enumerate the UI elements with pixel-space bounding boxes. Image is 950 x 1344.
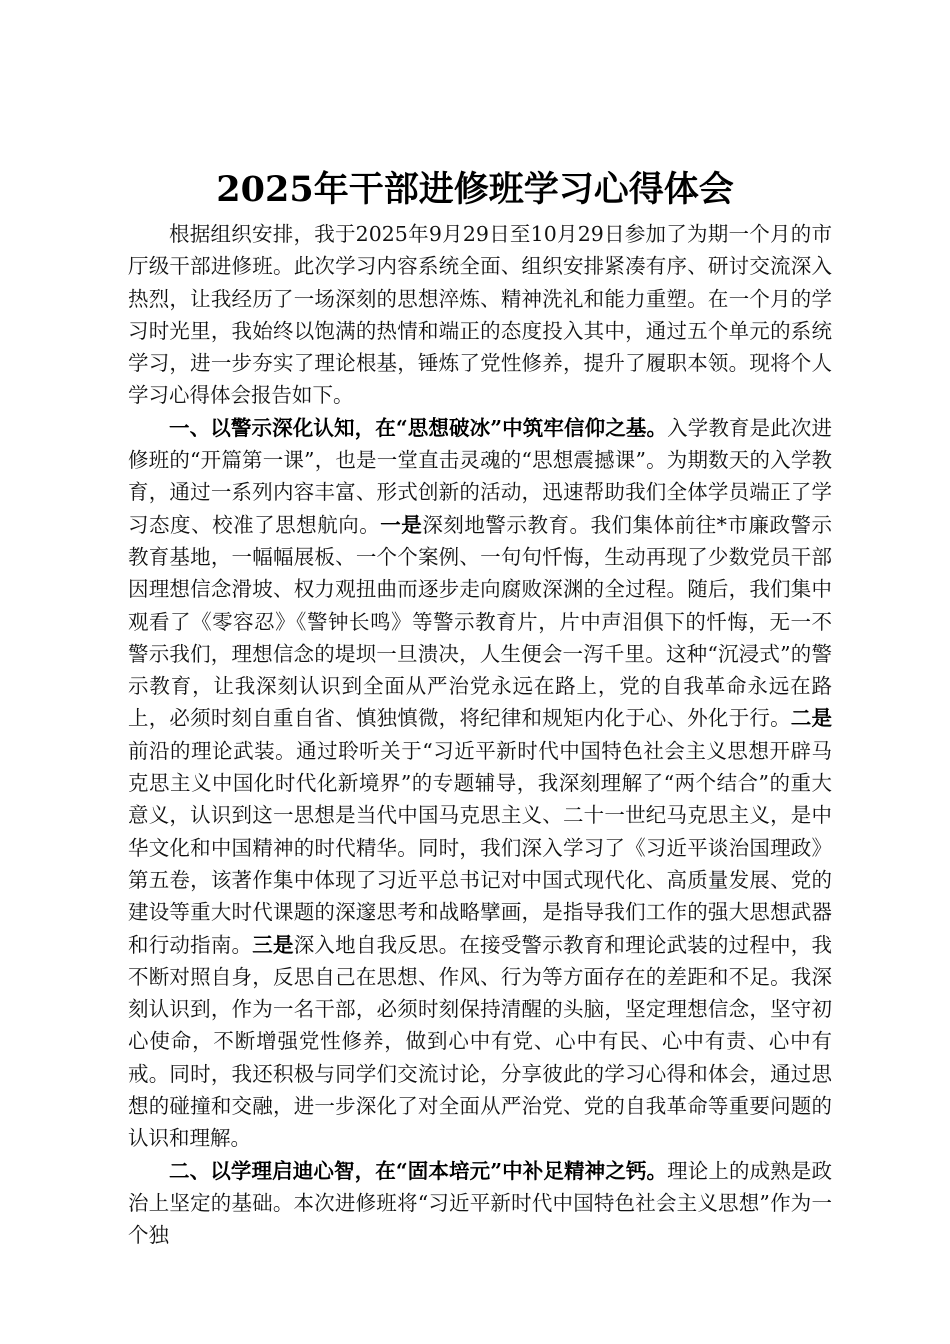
point-two-marker: 二是 [790, 706, 833, 731]
point-three-marker: 三是 [252, 932, 294, 957]
document-body [128, 218, 832, 1252]
paragraph-section-one [128, 412, 832, 1155]
section-one-heading: 一、以警示深化认知，在“思想破冰”中筑牢信仰之基。 [169, 415, 668, 440]
paragraph-intro [128, 218, 832, 412]
paragraph-section-two [128, 1155, 832, 1252]
paragraph-text: 根据组织安排，我于2025年9月29日至10月29日参加了为期一个月的市厅级干部进修班。此次学习内容系统全面、组织安排紧凑有序、研讨交流深入热烈，让我经历了一场深刻的思想淬炼、精神洗礼和能力重塑。在一个月的学习时光里，我始终以饱满的热情和端正的态度投入其中，通过五个单元的系统学习，进一步夯实了理论根基，锤炼了党性修养，提升了履职本领。现将个人学习心得体会报告如下。 [128, 222, 832, 408]
paragraph-text: 前沿的理论武装。通过聆听关于“习近平新时代中国特色社会主义思想开辟马克思主义中国化时代化新境界”的专题辅导，我深刻理解了“两个结合”的重大意义，认识到这一思想是当代中国马克思主义、二十一世纪马克思主义，是中华文化和中国精神的时代精华。同时，我们深入学习了《习近平谈治国理政》第五卷，该著作集中体现了习近平总书记对中国式现代化、高质量发展、党的建设等重大时代课题的深邃思考和战略擘画，是指导我们工作的强大思想武器和行动指南。 [128, 738, 832, 957]
paragraph-text: 理论上的成熟是政治上坚定的基础。本次进修班将“习近平新时代中国特色社会主义思想”作为一个独 [128, 1158, 832, 1248]
paragraph-text: 深刻地警示教育。我们集体前往*市廉政警示教育基地，一幅幅展板、一个个案例、一句句忏悔，生动再现了少数党员干部因理想信念滑坡、权力观扭曲而逐步走向腐败深渊的全过程。随后，我们集中观看了《零容忍》《警钟长鸣》等警示教育片，片中声泪俱下的忏悔，无一不警示我们，理想信念的堤坝一旦溃决，人生便会一泻千里。这种“沉浸式”的警示教育，让我深刻认识到全面从严治党永远在路上，党的自我革命永远在路上，必须时刻自重自省、慎独慎微，将纪律和规矩内化于心、外化于行。 [128, 512, 833, 731]
paragraph-text: 深入地自我反思。在接受警示教育和理论武装的过程中，我不断对照自身，反思自己在思想、作风、行为等方面存在的差距和不足。我深刻认识到，作为一名干部，必须时刻保持清醒的头脑，坚定理想信念，坚守初心使命，不断增强党性修养，做到心中有党、心中有民、心中有责、心中有戒。同时，我还积极与同学们交流讨论，分享彼此的学习心得和体会，通过思想的碰撞和交融，进一步深化了对全面从严治党、党的自我革命等重要问题的认识和理解。 [128, 932, 833, 1151]
paragraph-text: 入学教育是此次进修班的“开篇第一课”，也是一堂直击灵魂的“思想震撼课”。为期数天的入学教育，通过一系列内容丰富、形式创新的活动，迅速帮助我们全体学员端正了学习态度、校准了思想航向。 [128, 415, 832, 537]
point-one-marker: 一是 [380, 512, 423, 537]
section-two-heading: 二、以学理启迪心智，在“固本培元”中补足精神之钙。 [169, 1158, 668, 1183]
document-title: 2025年干部进修班学习心得体会 [216, 169, 734, 210]
